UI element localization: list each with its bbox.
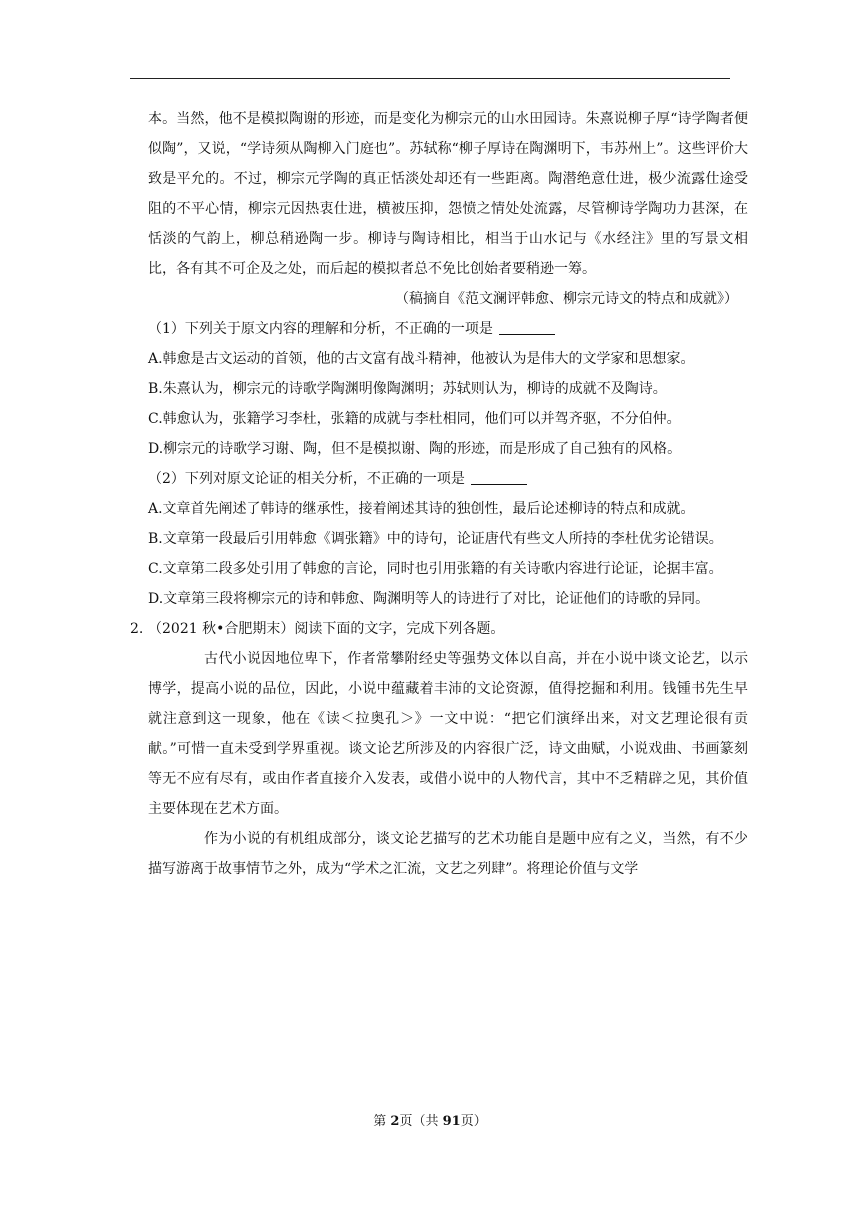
- question-1-option-d: D.柳宗元的诗歌学习谢、陶，但不是模拟谢、陶的形迹，而是形成了自己独有的风格。: [148, 441, 682, 457]
- item-2-paragraph-1: 古代小说因地位卑下，作者常攀附经史等强势文体以自高，并在小说中谈文论艺，以示博学，提高小说的品位，因此，小说中蕴藏着丰沛的文论资源，值得挖掘和利用。钱锺书先生早就注意到这一现象，他在《读＜拉奥孔＞》一文中说：“把它们演绎出来，对文艺理论很有贡献。”可惜一直未受到学界重视。谈文论艺所涉及的内容很广泛，诗文曲赋，小说戏曲、书画篆刻等无不应有尽有，或由作者直接介入发表，或借小说中的人物代言，其中不乏精辟之见，其价值主要体现在艺术方面。: [148, 651, 748, 817]
- answer-blank-2: [471, 470, 527, 485]
- question-2-stem: [148, 464, 748, 494]
- question-1-option-b: B.朱熹认为，柳宗元的诗歌学陶渊明像陶渊明；苏轼则认为，柳诗的成就不及陶诗。: [148, 381, 667, 397]
- item-2-heading-text: （2021 秋•合肥期末）阅读下面的文字，完成下列各题。: [148, 621, 505, 637]
- footer-page-number: 2: [390, 1114, 400, 1129]
- page-footer: [0, 1110, 860, 1129]
- question-2-option-c: C.文章第二段多处引用了韩愈的言论，同时也引用张籍的有关诗歌内容进行论证，论据丰富。: [148, 561, 723, 577]
- item-2-heading: [130, 614, 748, 644]
- passage-source: （稿摘自《范文澜评韩愈、柳宗元诗文的特点和成就》）: [395, 291, 738, 307]
- item-2-paragraph-2: 作为小说的有机组成部分，谈文论艺描写的艺术功能自是题中应有之义，当然，有不少描写游离于故事情节之外，成为“学术之汇流，文艺之列肆”。将理论价值与文学: [148, 831, 748, 877]
- question-1-stem-text: （1）下列关于原文内容的理解和分析，不正确的一项是: [148, 321, 493, 337]
- passage-paragraph: 本。当然，他不是模拟陶谢的形迹，而是变化为柳宗元的山水田园诗。朱熹说柳子厚“诗学陶者便似陶”，又说，“学诗须从陶柳入门庭也”。苏轼称“柳子厚诗在陶渊明下，韦苏州上”。这些评价大致是平允的。不过，柳宗元学陶的真正恬淡处却还有一些距离。陶潜绝意仕进，极少流露仕途受阻的不平心情，柳宗元因热衷仕进，横被压抑，怨愤之情处处流露，尽管柳诗学陶功力甚深，在恬淡的气韵上，柳总稍逊陶一步。柳诗与陶诗相比，相当于山水记与《水经注》里的写景文相比，各有其不可企及之处，而后起的模拟者总不免比创始者要稍逊一筹。: [148, 111, 748, 277]
- question-1-option-a: A.韩愈是古文运动的首领，他的古文富有战斗精神，他被认为是伟大的文学家和思想家。: [148, 351, 695, 367]
- footer-prefix: 第: [373, 1114, 391, 1129]
- answer-blank-1: [499, 320, 555, 335]
- footer-middle: 页（共: [399, 1114, 443, 1129]
- question-2-option-b: B.文章第一段最后引用韩愈《调张籍》中的诗句，论证唐代有些文人所持的李杜优劣论错误。: [148, 531, 723, 547]
- item-2-number: 2.: [130, 621, 144, 637]
- footer-suffix: 页）: [460, 1114, 487, 1129]
- question-1-option-c: C.韩愈认为，张籍学习李杜，张籍的成就与李杜相同，他们可以并驾齐驱，不分伯仲。: [148, 411, 681, 427]
- header-rule: [130, 78, 730, 79]
- question-1-stem: [148, 314, 748, 344]
- footer-total-pages: 91: [442, 1114, 461, 1129]
- question-2-stem-text: （2）下列对原文论证的相关分析，不正确的一项是: [148, 471, 465, 487]
- question-2-option-d: D.文章第三段将柳宗元的诗和韩愈、陶渊明等人的诗进行了对比，论证他们的诗歌的异同。: [148, 591, 710, 607]
- question-2-option-a: A.文章首先阐述了韩诗的继承性，接着阐述其诗的独创性，最后论述柳诗的特点和成就。: [148, 501, 695, 517]
- page-content: [130, 104, 748, 884]
